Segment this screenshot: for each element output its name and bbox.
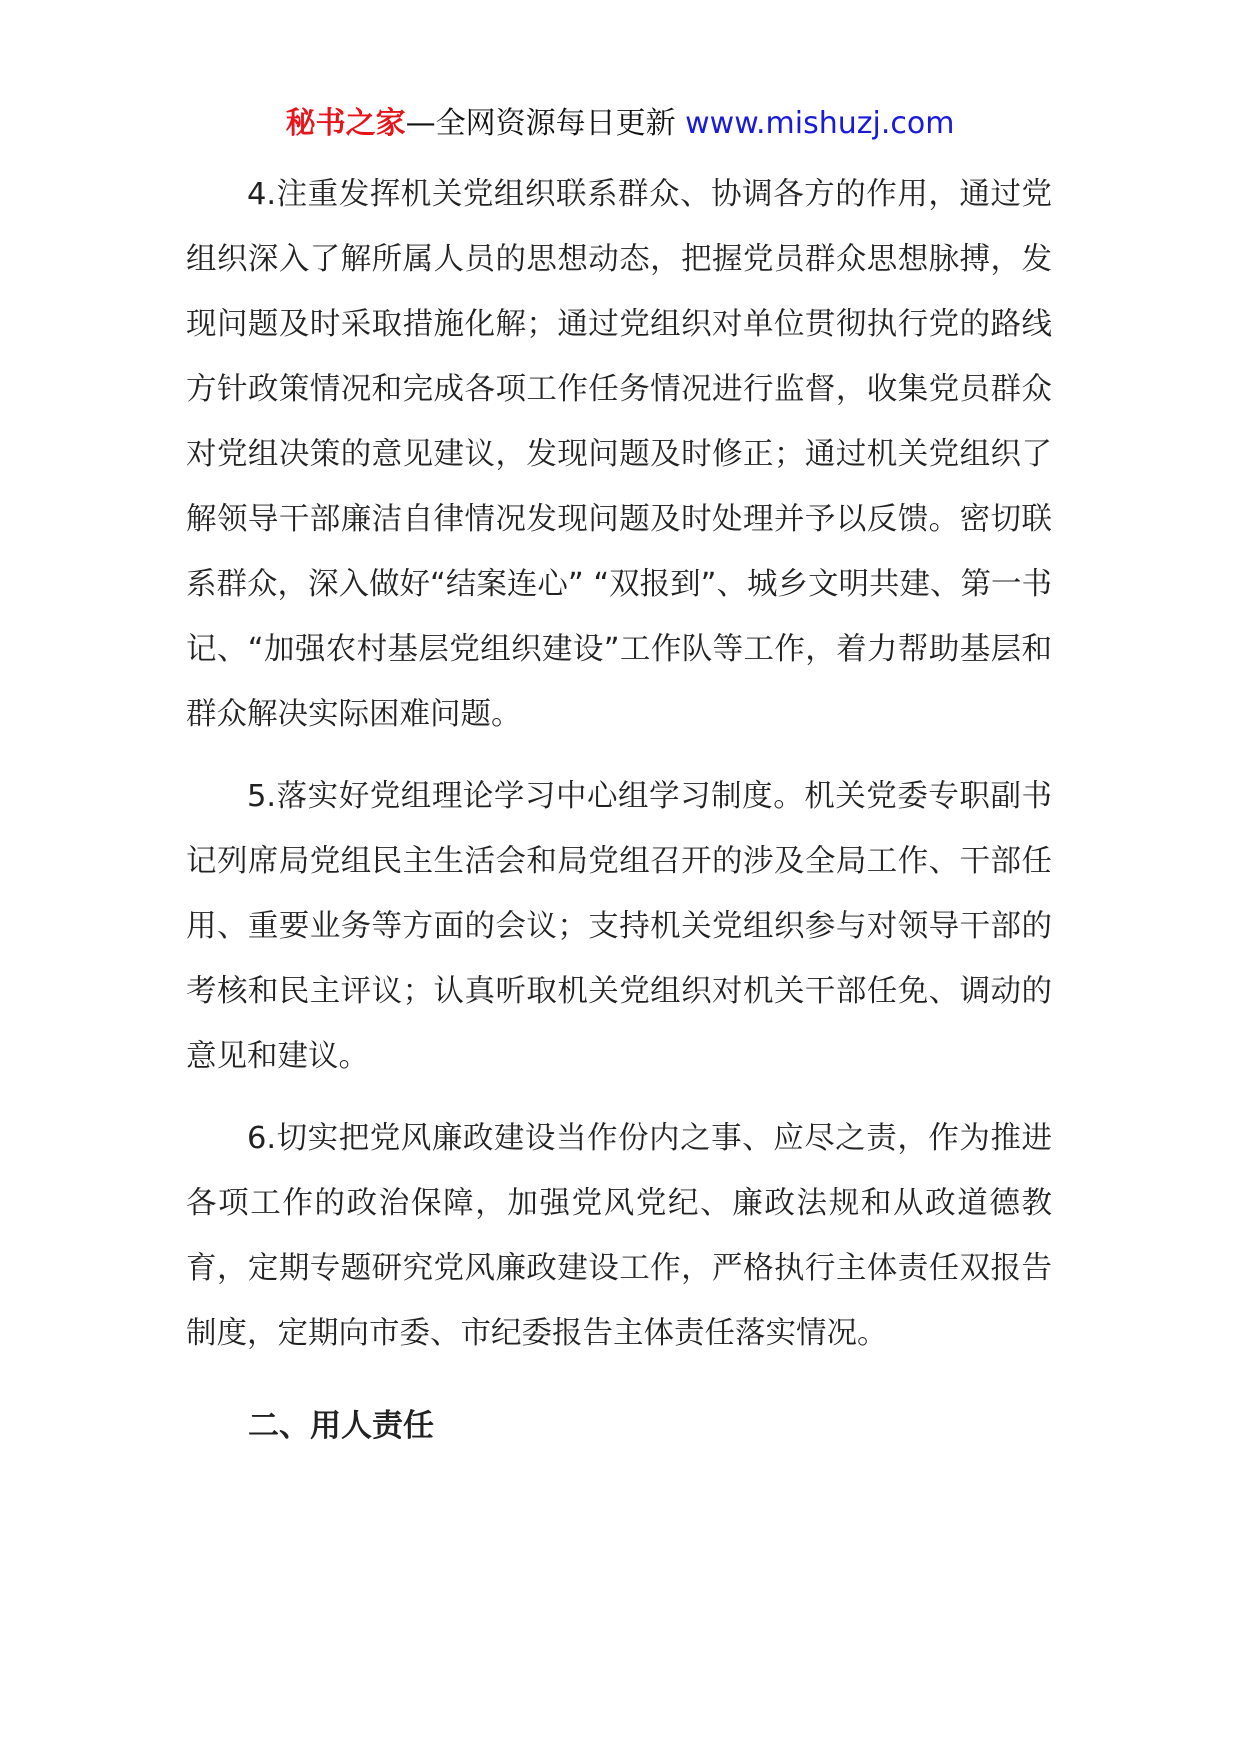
site-header [0, 100, 1240, 148]
paragraph-item-5: 5.落实好党组理论学习中心组学习制度。机关党委专职副书记列席局党组民主生活会和局党组召开的涉及全局工作、干部任用、重要业务等方面的会议；支持机关党组织参与对领导干部的考核和民主评议；认真听取机关党组织对机关干部任免、调动的意见和建议。 [186, 779, 1052, 1074]
paragraph-item-4: 4.注重发挥机关党组织联系群众、协调各方的作用，通过党组织深入了解所属人员的思想动态，把握党员群众思想脉搏，发现问题及时采取措施化解；通过党组织对单位贯彻执行党的路线方针政策情况和完成各项工作任务情况进行监督，收集党员群众对党组决策的意见建议，发现问题及时修正；通过机关党组织了解领导干部廉洁自律情况发现问题及时处理并予以反馈。密切联系群众，深入做好“结案连心” “双报到”、城乡文明共建、第一书记、“加强农村基层党组织建设”工作队等工作，着力帮助基层和群众解决实际困难问题。 [186, 177, 1052, 732]
paragraph-item-6: 6.切实把党风廉政建设当作份内之事、应尽之责，作为推进各项工作的政治保障，加强党风党纪、廉政法规和从政道德教育，定期专题研究党风廉政建设工作，严格执行主体责任双报告制度，定期向市委、市纪委报告主体责任落实情况。 [186, 1121, 1052, 1351]
site-brand: 秘书之家 [285, 106, 406, 141]
document-body [186, 162, 1052, 1459]
site-url-link[interactable]: www.mishuzj.com [685, 106, 955, 141]
site-tagline: —全网资源每日更新 [405, 106, 686, 141]
section-heading: 二、用人责任 [248, 1408, 434, 1444]
